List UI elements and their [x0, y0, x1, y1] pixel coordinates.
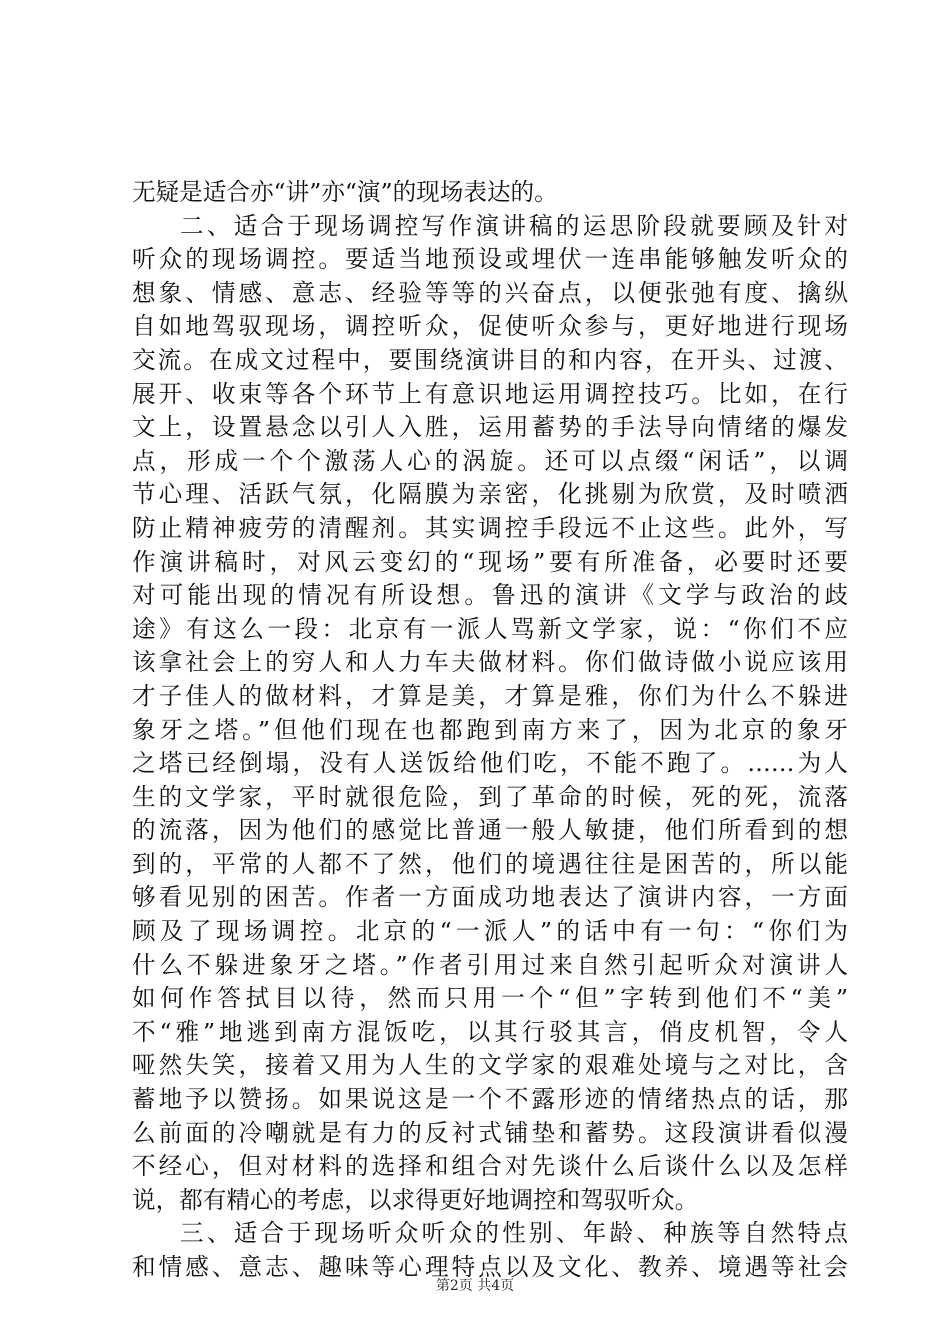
text-line: 才子佳人的做材料，才算是美，才算是雅，你们为什么不躲进 [132, 681, 848, 710]
text-line: 防止精神疲劳的清醒剂。其实调控手段远不止这些。此外，写 [132, 513, 848, 542]
text-line: 如何作答拭目以待，然而只用一个“但”字转到他们不“美” [132, 984, 848, 1013]
text-line: 哑然失笑，接着又用为人生的文学家的艰难处境与之对比，含 [132, 1051, 848, 1080]
text-line: 对可能出现的情况有所设想。鲁迅的演讲《文学与政治的歧 [132, 581, 848, 610]
text-line: 听众的现场调控。要适当地预设或埋伏一连串能够触发听众的 [132, 245, 848, 274]
text-line: 不“雅”地逃到南方混饭吃，以其行驳其言，俏皮机智，令人 [132, 1017, 848, 1046]
text-line: 作演讲稿时，对风云变幻的“现场”要有所准备，必要时还要 [132, 547, 848, 576]
text-line: 之塔已经倒塌，没有人送饭给他们吃，不能不跑了。……为人 [132, 749, 848, 778]
text-line: 途》有这么一段：北京有一派人骂新文学家，说：“你们不应 [132, 614, 848, 643]
page-number-footer: 第2页 共4页 [435, 1278, 515, 1294]
text-line: 象牙之塔。”但他们现在也都跑到南方来了，因为北京的象牙 [132, 715, 848, 744]
text-line: 蓄地予以赞扬。如果说这是一个不露形迹的情绪热点的话，那 [132, 1085, 848, 1114]
text-line: 文上，设置悬念以引人入胜，运用蓄势的手法导向情绪的爆发 [132, 413, 848, 442]
text-line: 说，都有精心的考虑，以求得更好地调控和驾驭听众。 [132, 1185, 699, 1214]
text-line: 生的文学家，平时就很危险，到了革命的时候，死的死，流落 [132, 782, 848, 811]
text-line: 自如地驾驭现场，调控听众，促使听众参与，更好地进行现场 [132, 312, 848, 341]
text-line: 展开、收束等各个环节上有意识地运用调控技巧。比如，在行 [132, 379, 848, 408]
text-line: 够看见别的困苦。作者一方面成功地表达了演讲内容，一方面 [132, 883, 848, 912]
text-line: 交流。在成文过程中，要围绕演讲目的和内容，在开头、过渡、 [132, 345, 848, 374]
text-line: 到的，平常的人都不了然，他们的境遇往往是困苦的，所以能 [132, 849, 848, 878]
text-line: 想象、情感、意志、经验等等的兴奋点，以便张弛有度、擒纵 [132, 278, 848, 307]
text-line: 无疑是适合亦“讲”亦“演”的现场表达的。 [132, 178, 558, 206]
text-line: 不经心，但对材料的选择和组合对先谈什么后谈什么以及怎样 [132, 1152, 848, 1181]
text-line: 该拿社会上的穷人和人力车夫做材料。你们做诗做小说应该用 [132, 648, 848, 677]
body-text [132, 176, 848, 1285]
text-line: 节心理、活跃气氛，化隔膜为亲密，化挑剔为欣赏，及时喷洒 [132, 480, 848, 509]
text-line: 顾及了现场调控。北京的“一派人”的话中有一句：“你们为 [132, 917, 848, 946]
text-line: 点，形成一个个激荡人心的涡旋。还可以点缀“闲话”，以调 [132, 446, 848, 475]
paragraph-start-line: 三、适合于现场听众听众的性别、年龄、种族等自然特点 [180, 1219, 848, 1248]
text-line: 的流落，因为他们的感觉比普通一般人敏捷，他们所看到的想 [132, 816, 848, 845]
text-line: 和情感、意志、趣味等心理特点以及文化、教养、境遇等社会 [132, 1253, 848, 1281]
text-line: 么前面的冷嘲就是有力的反衬式铺垫和蓄势。这段演讲看似漫 [132, 1118, 848, 1147]
text-line: 什么不躲进象牙之塔。”作者引用过来自然引起听众对演讲人 [132, 950, 848, 979]
paragraph-start-line: 二、适合于现场调控写作演讲稿的运思阶段就要顾及针对 [180, 211, 848, 240]
